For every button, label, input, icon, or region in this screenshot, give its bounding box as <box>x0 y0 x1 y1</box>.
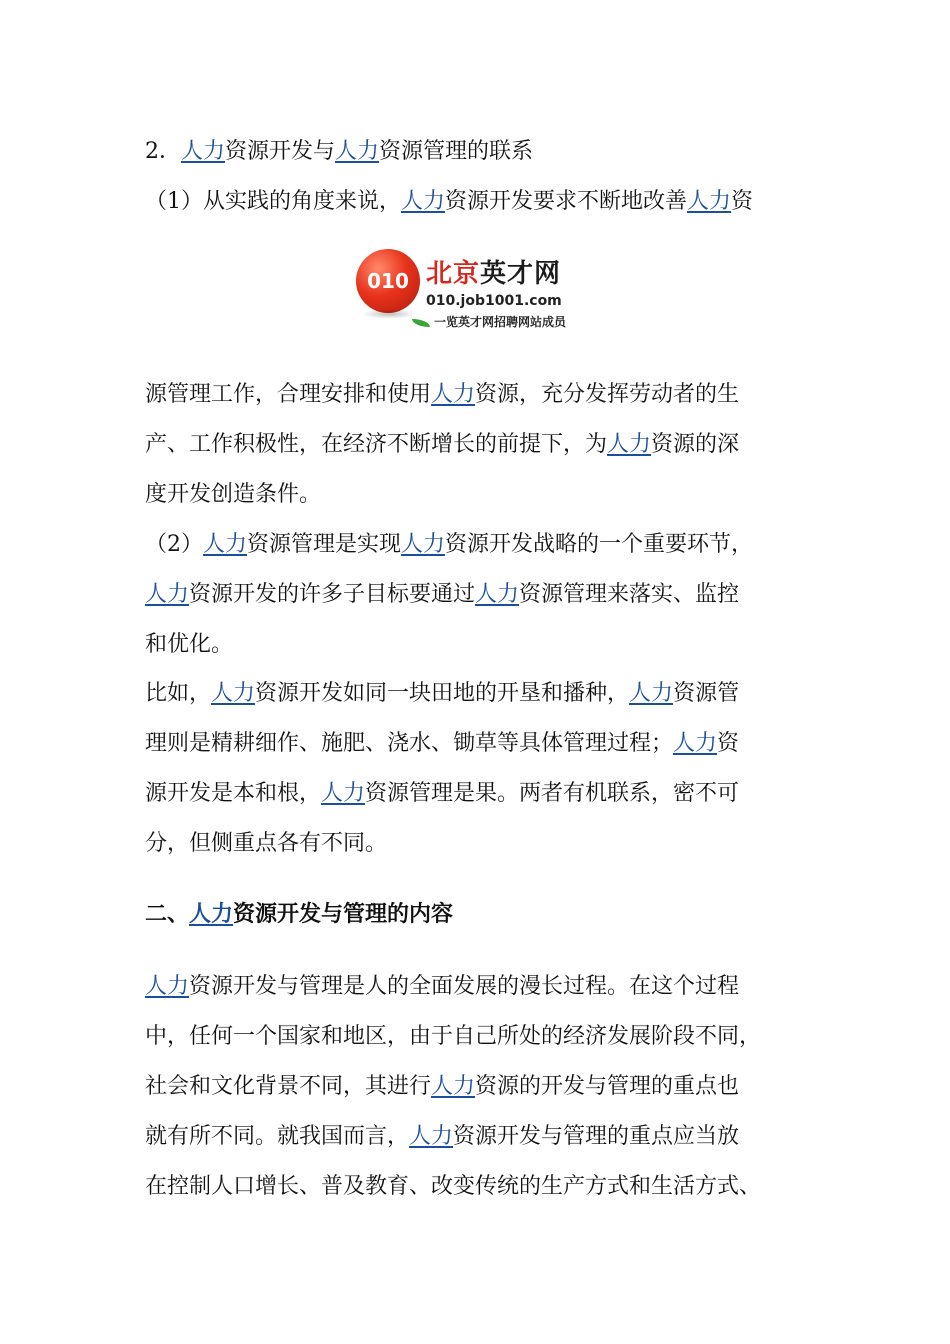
text-line: 中，任何一个国家和地区，由于自己所处的经济发展阶段不同， <box>145 1024 762 1049</box>
text-line: （1）从实践的角度来说，人力资源开发要求不断地改善人力资 <box>145 189 754 214</box>
paragraph-content <box>145 962 805 1212</box>
logo-slogan: 一览英才网招聘网站成员 <box>412 313 566 330</box>
keyword-link[interactable]: 人力 <box>431 382 476 407</box>
keyword-link[interactable]: 人力 <box>629 681 674 706</box>
keyword-link[interactable]: 人力 <box>203 532 248 557</box>
keyword-link[interactable]: 人力 <box>145 974 190 999</box>
paragraph-practice <box>145 370 805 520</box>
logo-url: 010.job1001.com <box>426 293 562 309</box>
text-line: 理则是精耕细作、施肥、浇水、锄草等具体管理过程；人力资 <box>145 731 740 756</box>
paragraph-management-link <box>145 520 805 670</box>
keyword-link[interactable]: 人力 <box>409 1124 454 1149</box>
text-line: 社会和文化背景不同，其进行人力资源的开发与管理的重点也 <box>145 1074 740 1099</box>
text-line: 产、工作积极性，在经济不断增长的前提下，为人力资源的深 <box>145 432 740 457</box>
keyword-link[interactable]: 人力 <box>475 582 520 607</box>
keyword-link[interactable]: 人力 <box>181 139 226 164</box>
text-line: 源管理工作，合理安排和使用人力资源，充分发挥劳动者的生 <box>145 382 740 407</box>
text-line: 2．人力资源开发与人力资源管理的联系 <box>145 139 534 164</box>
keyword-link[interactable]: 人力 <box>145 582 190 607</box>
text-line: 分，但侧重点各有不同。 <box>145 831 388 856</box>
text-line: 二、人力资源开发与管理的内容 <box>145 902 454 927</box>
text-line: 和优化。 <box>145 632 234 657</box>
text-line: 就有所不同。就我国而言，人力资源开发与管理的重点应当放 <box>145 1124 740 1149</box>
logo-title: 北京英才网 <box>426 259 562 289</box>
leaf-icon <box>412 319 430 327</box>
keyword-link[interactable]: 人力 <box>211 681 256 706</box>
job-site-logo[interactable] <box>356 243 601 333</box>
keyword-link[interactable]: 人力 <box>189 902 234 927</box>
text-line: 比如，人力资源开发如同一块田地的开垦和播种，人力资源管 <box>145 681 740 706</box>
section-heading-content <box>145 890 805 940</box>
keyword-link[interactable]: 人力 <box>607 432 652 457</box>
text-line: 人力资源开发的许多子目标要通过人力资源管理来落实、监控 <box>145 582 740 607</box>
keyword-link[interactable]: 人力 <box>401 189 446 214</box>
text-line: 人力资源开发与管理是人的全面发展的漫长过程。在这个过程 <box>145 974 740 999</box>
keyword-link[interactable]: 人力 <box>673 731 718 756</box>
text-line: 在控制人口增长、普及教育、改变传统的生产方式和生活方式、 <box>145 1174 762 1199</box>
text-line: （2）人力资源管理是实现人力资源开发战略的一个重要环节， <box>145 532 754 557</box>
keyword-link[interactable]: 人力 <box>335 139 380 164</box>
logo-shadow <box>362 309 416 319</box>
paragraph-analogy <box>145 669 805 869</box>
keyword-link[interactable]: 人力 <box>431 1074 476 1099</box>
keyword-link[interactable]: 人力 <box>321 781 366 806</box>
section-heading-relation <box>145 127 805 227</box>
logo-circle-text: 010 <box>367 269 409 293</box>
keyword-link[interactable]: 人力 <box>401 532 446 557</box>
keyword-link[interactable]: 人力 <box>687 189 732 214</box>
text-line: 源开发是本和根，人力资源管理是果。两者有机联系，密不可 <box>145 781 740 806</box>
text-line: 度开发创造条件。 <box>145 482 322 507</box>
